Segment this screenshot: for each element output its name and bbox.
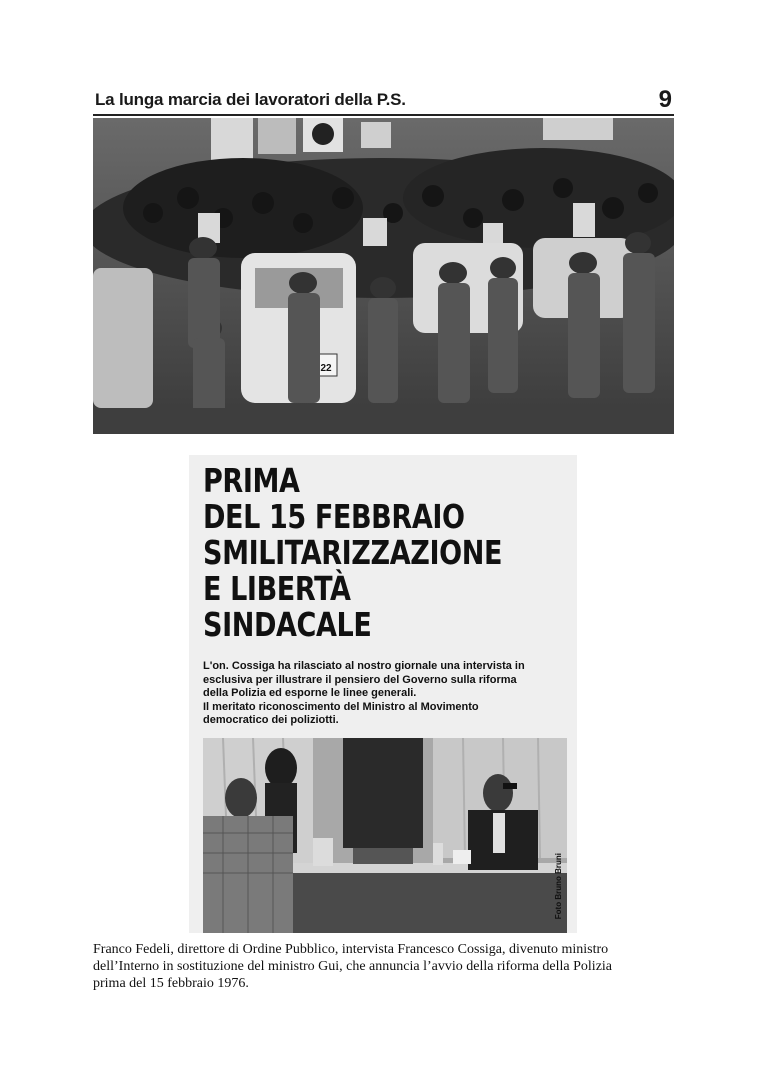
lead-line: democratico dei poliziotti. xyxy=(203,714,339,726)
office-interview-photo xyxy=(203,738,567,933)
headline-line: E LIBERTÀ xyxy=(203,569,351,608)
caption-line: Franco Fedeli, direttore di Ordine Pubblico, intervista Francesco Cossiga, divenuto ministro xyxy=(93,942,609,957)
headline xyxy=(203,463,506,643)
lead-line: Il meritato riconoscimento del Ministro al Movimento xyxy=(203,700,479,713)
headline-line: SMILITARIZZAZIONE xyxy=(203,533,503,572)
photo-credit: Foto Bruno Bruni xyxy=(554,852,563,919)
clipping-header xyxy=(93,86,674,116)
caption-line: dell’Interno in sostituzione del ministro Gui, che annuncia l’avvio della riforma della Polizia xyxy=(93,959,613,974)
riot-photo xyxy=(93,118,674,434)
lead-line: L'on. Cossiga ha rilasciato al nostro giornale una intervista in xyxy=(203,660,525,672)
caption-line: prima del 15 febbraio 1976. xyxy=(93,976,249,991)
lead-line: esclusiva per illustrare il pensiero del Governo sulla riforma xyxy=(203,673,517,686)
car-plate-number: 22 xyxy=(320,363,332,374)
page-number: 9 xyxy=(658,86,672,113)
magazine-clipping xyxy=(189,455,577,933)
lead-line: della Polizia ed esporne le linee generali. xyxy=(203,687,417,699)
headline-line: SINDACALE xyxy=(203,605,372,644)
clipping-title: La lunga marcia dei lavoratori della P.S. xyxy=(95,90,406,109)
lead-paragraph xyxy=(203,660,563,728)
headline-line: PRIMA xyxy=(203,461,300,500)
headline-line: DEL 15 FEBBRAIO xyxy=(203,497,465,536)
figure-caption xyxy=(93,941,678,992)
